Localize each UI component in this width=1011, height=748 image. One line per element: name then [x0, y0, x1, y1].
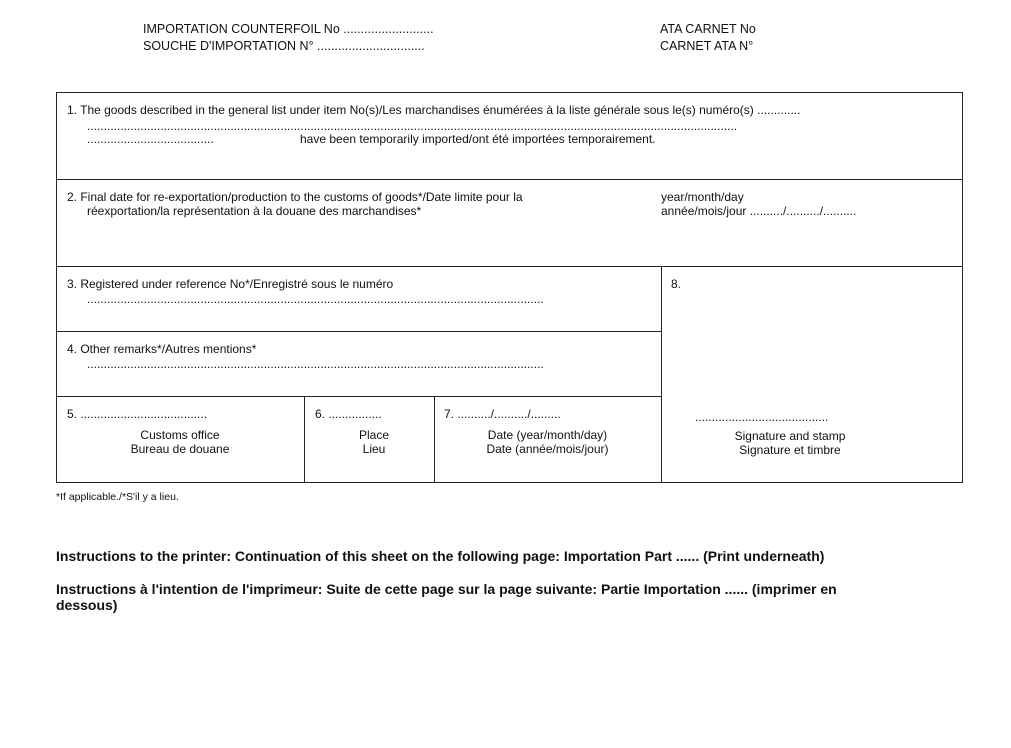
- divider-box8: [661, 266, 662, 483]
- box2-final-date-label-fr: réexportation/la représentation à la douane des marchandises*: [87, 204, 422, 218]
- counterfoil-number-fr: SOUCHE D'IMPORTATION N° ...............................: [143, 39, 425, 53]
- counterfoil-number-en: IMPORTATION COUNTERFOIL No ..........................: [143, 22, 434, 36]
- box7-date-field[interactable]: 7. ........../........../.........: [444, 407, 561, 421]
- divider-box3-box4: [56, 331, 661, 332]
- box2-final-date-label: 2. Final date for re-exportation/production to the customs of goods*/Date limite pour la: [67, 190, 523, 204]
- box2-date-format-en: year/month/day: [661, 190, 744, 204]
- carnet-number-en: ATA CARNET No: [660, 22, 756, 36]
- box7-label-en: Date (year/month/day): [487, 428, 608, 442]
- box7-label-fr: Date (année/mois/jour): [486, 442, 609, 456]
- box8-label-fr: Signature et timbre: [739, 443, 841, 457]
- box5-label-en: Customs office: [140, 428, 220, 442]
- box5-label-fr: Bureau de douane: [130, 442, 230, 456]
- divider-box1-box2: [56, 179, 963, 180]
- divider-box4-box5: [56, 396, 661, 397]
- printer-instructions-en: Instructions to the printer: Continuation of this sheet on the following page: Importation Part ...... (Print underneath): [56, 548, 825, 564]
- box6-label-fr: Lieu: [362, 442, 386, 456]
- footnote: *If applicable./*S'il y a lieu.: [56, 491, 179, 503]
- carnet-number-fr: CARNET ATA N°: [660, 39, 754, 53]
- box8-signature-field[interactable]: ........................................: [695, 410, 829, 424]
- box8-number: 8.: [671, 277, 682, 291]
- box6-label-en: Place: [358, 428, 390, 442]
- box8-label-en: Signature and stamp: [734, 429, 846, 443]
- divider-box2-box3: [56, 266, 963, 267]
- box2-date-field[interactable]: année/mois/jour ........../........../..........: [661, 204, 857, 218]
- box1-goods-line[interactable]: 1. The goods described in the general list under item No(s)/Les marchandises énumérées à la liste générale sous le(s) numéro(s) .............: [67, 103, 801, 117]
- box3-reference-field[interactable]: .........................................................................................................................................: [87, 292, 544, 306]
- box6-place-field[interactable]: 6. ................: [315, 407, 382, 421]
- box1-imported-text: have been temporarily imported/ont été importées temporairement.: [300, 132, 656, 146]
- printer-instructions-fr-continued: dessous): [56, 597, 118, 613]
- box5-customs-office-field[interactable]: 5. ......................................: [67, 407, 208, 421]
- box4-remarks-label: 4. Other remarks*/Autres mentions*: [67, 342, 257, 356]
- box3-reference-label: 3. Registered under reference No*/Enregistré sous le numéro: [67, 277, 394, 291]
- box1-dotted-field[interactable]: ......................................: [87, 132, 214, 146]
- box1-dotted-line[interactable]: ...................................................................................................................................................................................................: [87, 119, 738, 133]
- printer-instructions-fr: Instructions à l'intention de l'imprimeur: Suite de cette page sur la page suivante: Partie Importation ...... (imprimer en: [56, 581, 837, 597]
- box4-remarks-field[interactable]: .........................................................................................................................................: [87, 357, 544, 371]
